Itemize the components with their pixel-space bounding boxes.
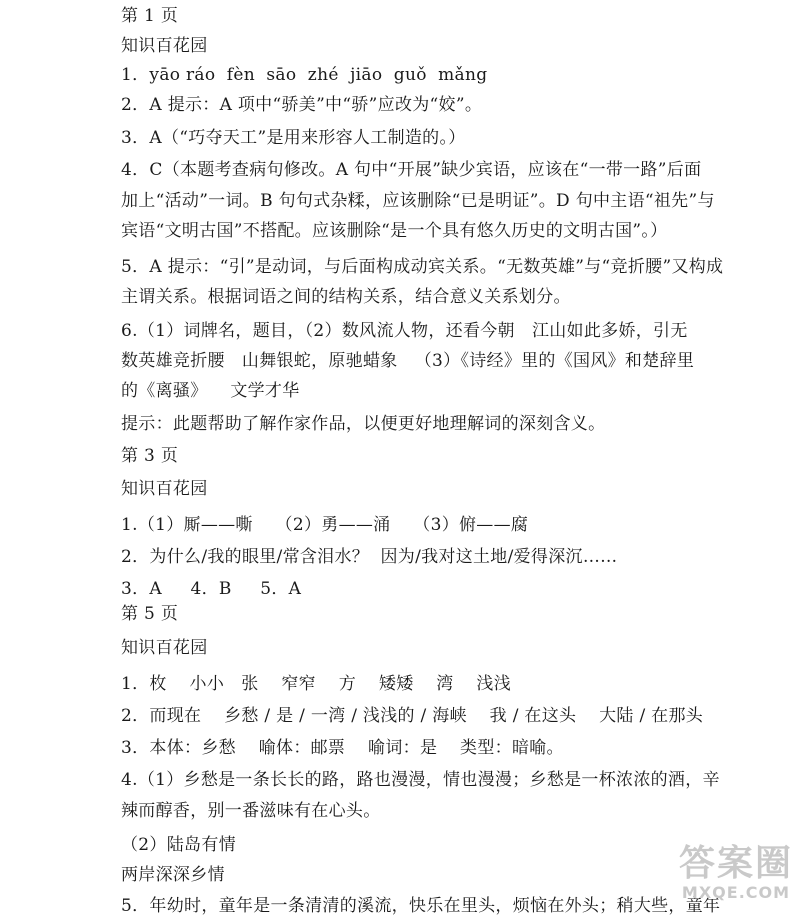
page-heading-3: 第 3 页 — [121, 446, 179, 466]
answer-line: 4.（1）乡愁是一条长长的路，路也漫漫，情也漫漫；乡愁是一杯浓浓的酒，辛 — [121, 770, 720, 790]
answer-line: 2．A 提示：A 项中“骄美”中“骄”应改为“姣”。 — [121, 95, 483, 115]
section-heading: 知识百花园 — [121, 36, 208, 56]
answer-line: 数英雄竞折腰 山舞银蛇，原驰蜡象 （3）《诗经》里的《国风》和楚辞里 — [121, 351, 695, 371]
answer-line: 2．为什么/我的眼里/常含泪水？ 因为/我对这土地/爱得深沉…… — [121, 547, 618, 567]
answer-line: 1．枚 小小 张 窄窄 方 矮矮 湾 浅浅 — [121, 674, 512, 694]
answer-line: 5．年幼时，童年是一条清清的溪流，快乐在里头，烦恼在外头；稍大些，童年 — [121, 896, 721, 916]
answer-line: 3．A（“巧夺天工”是用来形容人工制造的。） — [121, 128, 466, 148]
answer-line: 两岸深深乡情 — [121, 865, 225, 885]
answer-line: 宾语“文明古国”不搭配。应该删除“是一个具有悠久历史的文明古国”。） — [121, 221, 668, 241]
answer-line: 加上“活动”一词。B 句句式杂糅，应该删除“已是明证”。D 句中主语“祖先”与 — [121, 191, 715, 211]
answer-line: 1.（1）厮——嘶 （2）勇——涌 （3）俯——腐 — [121, 515, 529, 535]
answer-line: 1．yāo ráo fèn sāo zhé jiāo guǒ mǎng — [121, 65, 488, 85]
answer-line: 主谓关系。根据词语之间的结构关系，结合意义关系划分。 — [121, 287, 571, 307]
answer-line: 4．C（本题考查病句修改。A 句中“开展”缺少宾语，应该在“一带一路”后面 — [121, 160, 702, 180]
answer-line: 5．A 提示：“引”是动词，与后面构成动宾关系。“无数英雄”与“竞折腰”又构成 — [121, 257, 724, 277]
answer-line: 6.（1）词牌名，题目，（2）数风流人物，还看今朝 江山如此多娇，引无 — [121, 321, 688, 341]
answer-line: 的《离骚》 文学才华 — [121, 381, 300, 401]
watermark-logo-text: 答案圈 — [678, 843, 793, 884]
answer-line: 辣而醇香，别一番滋味有在心头。 — [121, 801, 381, 821]
answer-line: 提示：此题帮助了解作家作品，以便更好地理解词的深刻含义。 — [121, 414, 606, 434]
site-watermark — [670, 844, 802, 910]
watermark-url: MXQE.COM — [681, 883, 791, 902]
answer-line: 3．A 4．B 5．A — [121, 579, 302, 599]
section-heading: 知识百花园 — [121, 638, 208, 658]
page-heading-5: 第 5 页 — [121, 604, 179, 624]
answer-line: 2．而现在 乡愁 / 是 / 一湾 / 浅浅的 / 海峡 我 / 在这头 大陆 / 在那头 — [121, 706, 704, 726]
page-heading-1: 第 1 页 — [121, 6, 179, 26]
answer-line: 3．本体：乡愁 喻体：邮票 喻词：是 类型：暗喻。 — [121, 738, 564, 758]
section-heading: 知识百花园 — [121, 479, 208, 499]
answer-line: （2）陆岛有情 — [121, 835, 236, 855]
